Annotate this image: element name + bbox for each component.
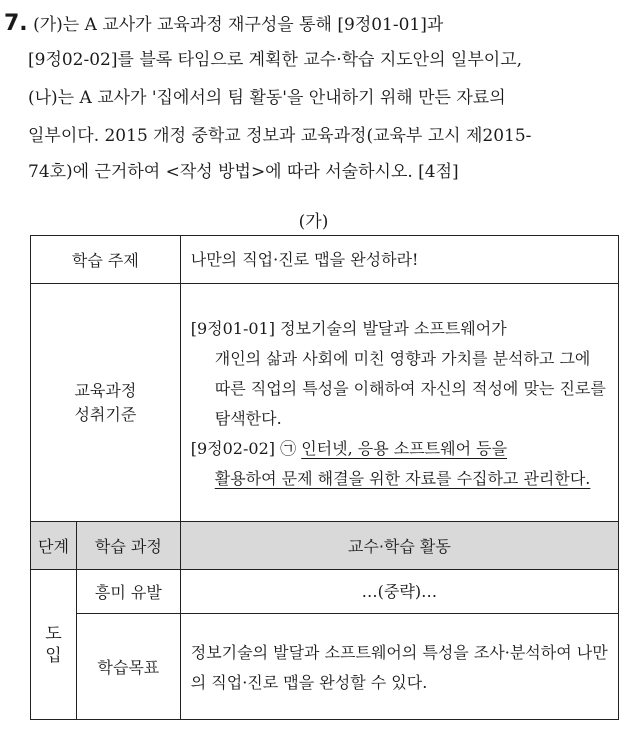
standard-2 xyxy=(191,434,608,494)
header-process: 학습 과정 xyxy=(76,522,180,570)
question-line-4: 일부이다. 2015 개정 중학교 정보과 교육과정(교육부 고시 제2015- xyxy=(28,126,532,146)
standards-label: 교육과정 성취기준 xyxy=(31,284,181,522)
row2-activity: 정보기술의 발달과 소프트웨어의 특성을 조사·분석하여 나만의 직업·진로 맵을 완성할 수 있다. xyxy=(180,614,618,720)
row1-process: 흥미 유발 xyxy=(76,570,180,614)
header-activity: 교수·학습 활동 xyxy=(180,522,618,570)
question-number: 7. xyxy=(4,11,28,36)
standard-2-text-rest-wrap xyxy=(191,464,608,494)
standards-row xyxy=(31,284,619,522)
standards-content xyxy=(180,284,618,522)
lesson-plan-table xyxy=(30,235,619,720)
standard-2-text-first: 인터넷, 응용 소프트웨어 등을 xyxy=(301,438,508,458)
activity-row-2 xyxy=(31,614,619,720)
standard-1-text-first: 정보기술의 발달과 소프트웨어가 xyxy=(280,318,507,338)
question-line-3: (나)는 A 교사가 '집에서의 팀 활동'을 안내하기 위해 만든 자료의 xyxy=(28,88,506,108)
standard-2-marker: ㉠ xyxy=(280,438,297,458)
topic-value: 나만의 직업·진로 맵을 완성하라! xyxy=(180,236,618,284)
standard-1-text-rest: 개인의 삶과 사회에 미친 영향과 가치를 분석하고 그에 따른 직업의 특성을 이해하여 자신의 적성에 맞는 진로를 탐색한다. xyxy=(214,348,606,428)
row1-activity: …(중략)… xyxy=(180,570,618,614)
topic-label: 학습 주제 xyxy=(31,236,181,284)
question-line-1 xyxy=(4,11,444,36)
question-text-1: (가)는 A 교사가 교육과정 재구성을 통해 [9정01-01]과 xyxy=(33,15,444,35)
stage-intro: 도 입 xyxy=(31,570,77,720)
activity-row-1 xyxy=(31,570,619,614)
section-label: (가) xyxy=(298,212,329,232)
standard-1-code: [9정01-01] xyxy=(190,318,275,338)
activity-header-row xyxy=(31,522,619,570)
standard-1 xyxy=(191,314,608,434)
question-line-2: [9정02-02]를 블록 타임으로 계획한 교수·학습 지도안의 일부이고, xyxy=(28,50,523,70)
standard-2-text-rest: 활용하여 문제 해결을 위한 자료를 수집하고 관리한다. xyxy=(214,468,591,488)
header-stage: 단계 xyxy=(31,522,77,570)
standard-2-code: [9정02-02] xyxy=(190,438,275,458)
topic-row xyxy=(31,236,619,284)
question-line-5: 74호)에 근거하여 <작성 방법>에 따라 서술하시오. [4점] xyxy=(28,162,459,182)
row2-process: 학습목표 xyxy=(76,614,180,720)
